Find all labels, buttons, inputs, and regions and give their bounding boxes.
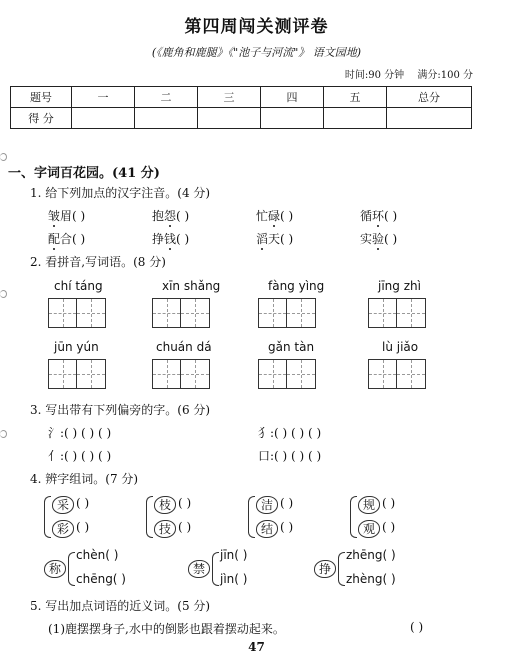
header-cell: 四 [261, 87, 324, 108]
answer-blank[interactable]: ( ) [76, 520, 90, 534]
q1-item[interactable]: 忙碌( ) [256, 209, 294, 223]
writing-grid[interactable] [368, 359, 426, 389]
score-cell[interactable] [324, 108, 387, 129]
brace [338, 552, 345, 586]
q2-prompt: 2. 看拼音,写词语。(8 分) [30, 255, 166, 269]
circled-char: 枝 [154, 496, 176, 514]
answer-blank[interactable]: ( ) [178, 496, 192, 510]
circled-char: 规 [358, 496, 380, 514]
score-cell[interactable] [387, 108, 472, 129]
score-table-header-row [11, 87, 472, 108]
polyphone-reading[interactable]: chèn( ) [76, 548, 119, 562]
pinyin-label: chí táng [54, 279, 103, 293]
circled-char: 结 [256, 520, 278, 538]
writing-grid[interactable] [152, 359, 210, 389]
header-cell: 三 [198, 87, 261, 108]
answer-blank[interactable]: ( ) [178, 520, 192, 534]
q5-prompt: 5. 写出加点词语的近义词。(5 分) [30, 599, 211, 613]
radical-row[interactable]: 氵:( ) ( ) ( ) [48, 426, 112, 440]
binding-hole-mark [0, 290, 7, 298]
q1-prompt: 1. 给下列加点的汉字注音。(4 分) [30, 186, 211, 200]
score-row-label: 得 分 [11, 108, 72, 129]
circled-char: 采 [52, 496, 74, 514]
time-limit: 时间:90 分钟 [344, 70, 405, 81]
header-cell: 五 [324, 87, 387, 108]
score-table [10, 86, 472, 129]
header-cell: 一 [72, 87, 135, 108]
polyphone-reading[interactable]: jìn( ) [220, 572, 248, 586]
brace [350, 496, 357, 538]
polyphone-reading[interactable]: jīn( ) [220, 548, 248, 562]
writing-grid[interactable] [368, 298, 426, 328]
pinyin-label: jūn yún [54, 340, 99, 354]
q1-item[interactable]: 挣钱( ) [152, 232, 190, 246]
radical-row[interactable]: 犭:( ) ( ) ( ) [258, 426, 322, 440]
answer-blank[interactable]: ( ) [382, 520, 396, 534]
circled-char: 挣 [314, 560, 336, 578]
polyphone-reading[interactable]: zhēng( ) [346, 548, 396, 562]
radical-row[interactable]: 口:( ) ( ) ( ) [258, 449, 322, 463]
answer-blank[interactable]: ( ) [76, 496, 90, 510]
header-cell: 题号 [11, 87, 72, 108]
writing-grid[interactable] [152, 298, 210, 328]
writing-grid[interactable] [48, 298, 106, 328]
q3-prompt: 3. 写出带有下列偏旁的字。(6 分) [30, 403, 211, 417]
brace [146, 496, 153, 538]
full-score: 满分:100 分 [417, 70, 473, 81]
pinyin-label: chuán dá [156, 340, 212, 354]
writing-grid[interactable] [258, 359, 316, 389]
answer-blank[interactable]: ( ) [280, 496, 294, 510]
polyphone-reading[interactable]: zhèng( ) [346, 572, 396, 586]
answer-blank[interactable]: ( ) [280, 520, 294, 534]
pinyin-label: jīng zhì [378, 279, 421, 293]
writing-grid[interactable] [258, 298, 316, 328]
pinyin-label: gǎn tàn [268, 340, 315, 354]
score-cell[interactable] [198, 108, 261, 129]
circled-char: 洁 [256, 496, 278, 514]
answer-blank[interactable]: ( ) [382, 496, 396, 510]
q1-item[interactable]: 滔天( ) [256, 232, 294, 246]
pinyin-label: fàng yìng [268, 279, 325, 293]
subtitle: (《鹿角和鹿腿》《"池子与河流"》 语文园地) [151, 46, 362, 59]
score-cell[interactable] [261, 108, 324, 129]
q1-item[interactable]: 循环( ) [360, 209, 398, 223]
q1-item[interactable]: 实验( ) [360, 232, 398, 246]
section-1-title: 一、字词百花园。(41 分) [8, 166, 160, 181]
circled-char: 观 [358, 520, 380, 538]
q4-prompt: 4. 辨字组词。(7 分) [30, 472, 139, 486]
q1-item[interactable]: 皱眉( ) [48, 209, 86, 223]
score-row [11, 108, 472, 129]
circled-char: 技 [154, 520, 176, 538]
page-title: 第四周闯关测评卷 [184, 17, 329, 37]
brace [68, 552, 75, 586]
polyphone-reading[interactable]: chēng( ) [76, 572, 126, 586]
page-number: 47 [248, 640, 265, 654]
exam-meta [335, 66, 473, 81]
binding-hole-mark [0, 430, 7, 438]
q5-item-1: (1)鹿摆摆身子,水中的倒影也跟着摆动起来。 [48, 622, 285, 636]
q1-item[interactable]: 配合( ) [48, 232, 86, 246]
answer-blank[interactable]: ( ) [410, 620, 424, 634]
binding-hole-mark [0, 153, 7, 161]
header-cell: 总分 [387, 87, 472, 108]
score-cell[interactable] [135, 108, 198, 129]
pinyin-label: xīn shǎng [162, 279, 221, 293]
writing-grid[interactable] [48, 359, 106, 389]
brace [212, 552, 219, 586]
pinyin-label: lù jiǎo [382, 340, 419, 354]
header-cell: 二 [135, 87, 198, 108]
brace [248, 496, 255, 538]
radical-row[interactable]: 亻:( ) ( ) ( ) [48, 449, 112, 463]
circled-char: 称 [44, 560, 66, 578]
circled-char: 禁 [188, 560, 210, 578]
circled-char: 彩 [52, 520, 74, 538]
brace [44, 496, 51, 538]
q1-item[interactable]: 抱怨( ) [152, 209, 190, 223]
score-cell[interactable] [72, 108, 135, 129]
